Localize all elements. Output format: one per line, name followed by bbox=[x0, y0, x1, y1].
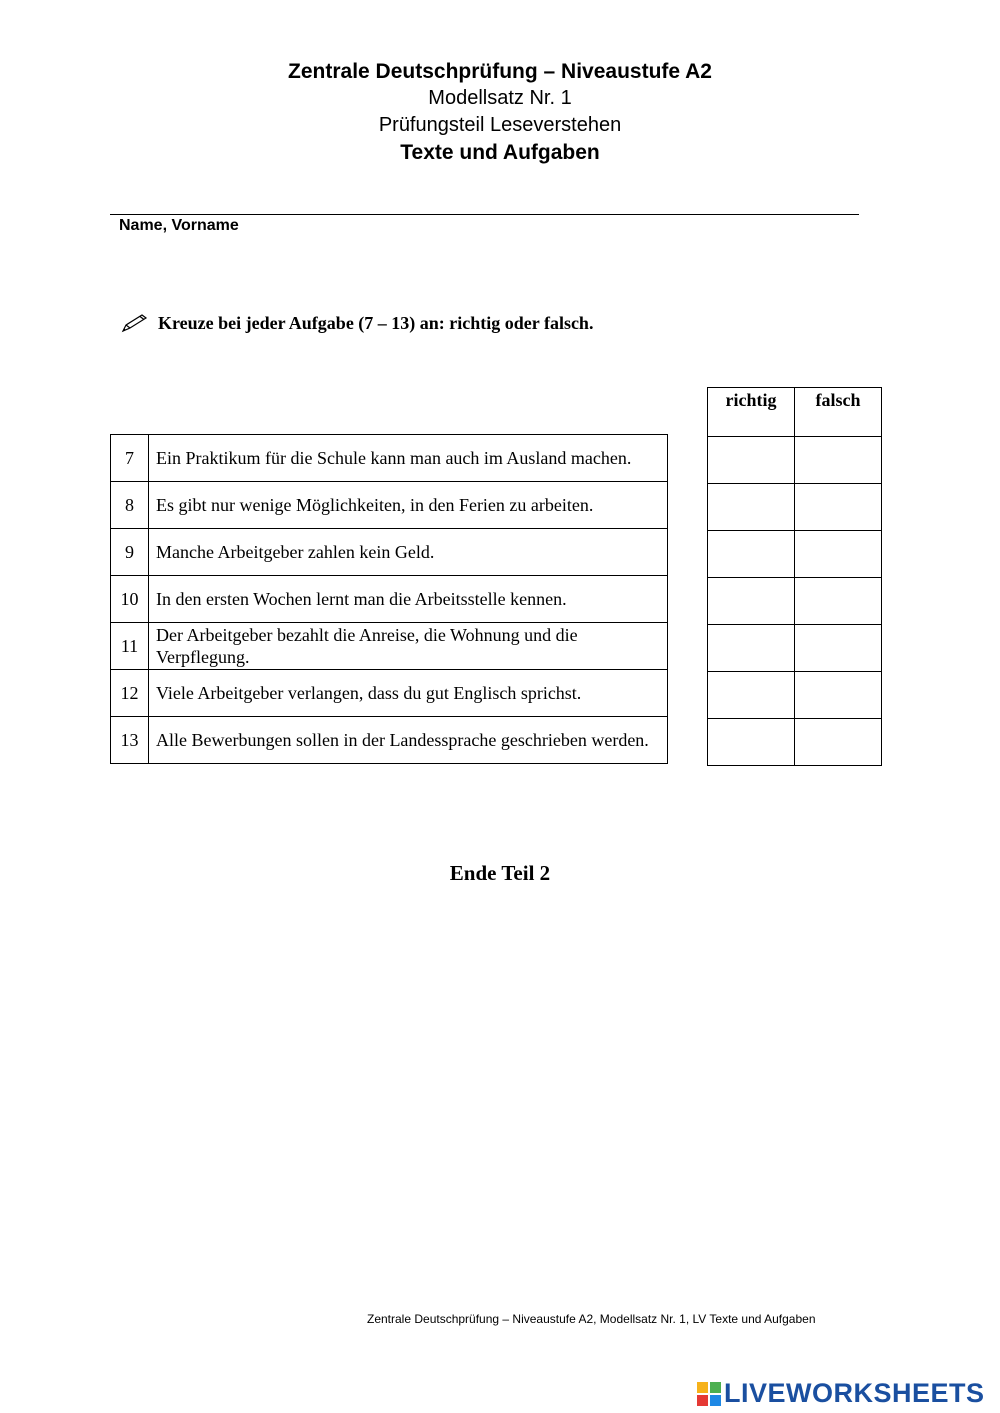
question-number: 7 bbox=[111, 435, 149, 482]
answer-box-falsch-11[interactable] bbox=[795, 625, 882, 672]
answer-row bbox=[708, 719, 882, 766]
answer-row bbox=[708, 531, 882, 578]
liveworksheets-logo-icon bbox=[697, 1382, 721, 1406]
question-number: 11 bbox=[111, 623, 149, 670]
question-row bbox=[111, 576, 668, 623]
question-row bbox=[111, 623, 668, 670]
question-text: Manche Arbeitgeber zahlen kein Geld. bbox=[149, 529, 668, 576]
question-number: 13 bbox=[111, 717, 149, 764]
answer-box-falsch-10[interactable] bbox=[795, 578, 882, 625]
answer-table bbox=[707, 387, 882, 766]
question-row bbox=[111, 717, 668, 764]
answer-row bbox=[708, 484, 882, 531]
answer-row bbox=[708, 437, 882, 484]
answer-box-richtig-11[interactable] bbox=[708, 625, 795, 672]
question-text: Viele Arbeitgeber verlangen, dass du gut Englisch sprichst. bbox=[149, 670, 668, 717]
answer-box-falsch-13[interactable] bbox=[795, 719, 882, 766]
brand-logo bbox=[697, 1378, 985, 1409]
instruction bbox=[120, 312, 593, 334]
question-row bbox=[111, 670, 668, 717]
model-set: Modellsatz Nr. 1 bbox=[428, 87, 572, 109]
question-text: Es gibt nur wenige Möglichkeiten, in den Ferien zu arbeiten. bbox=[149, 482, 668, 529]
answer-row bbox=[708, 672, 882, 719]
answer-box-falsch-9[interactable] bbox=[795, 531, 882, 578]
answer-box-falsch-7[interactable] bbox=[795, 437, 882, 484]
instruction-text: Kreuze bei jeder Aufgabe (7 – 13) an: richtig oder falsch. bbox=[158, 312, 594, 333]
page-header bbox=[0, 58, 1000, 166]
question-text: Alle Bewerbungen sollen in der Landessprache geschrieben werden. bbox=[149, 717, 668, 764]
answer-box-falsch-12[interactable] bbox=[795, 672, 882, 719]
answer-row bbox=[708, 578, 882, 625]
answer-box-richtig-7[interactable] bbox=[708, 437, 795, 484]
exam-part: Prüfungsteil Leseverstehen bbox=[378, 114, 622, 136]
answer-box-richtig-12[interactable] bbox=[708, 672, 795, 719]
questions-table bbox=[110, 434, 668, 764]
name-line bbox=[110, 214, 859, 215]
pencil-icon bbox=[120, 312, 150, 334]
answer-box-richtig-9[interactable] bbox=[708, 531, 795, 578]
column-header-falsch: falsch bbox=[795, 388, 882, 437]
question-number: 9 bbox=[111, 529, 149, 576]
question-row bbox=[111, 529, 668, 576]
question-row bbox=[111, 482, 668, 529]
question-text: In den ersten Wochen lernt man die Arbeitsstelle kennen. bbox=[149, 576, 668, 623]
question-text: Ein Praktikum für die Schule kann man auch im Ausland machen. bbox=[149, 435, 668, 482]
answer-box-richtig-13[interactable] bbox=[708, 719, 795, 766]
answer-row bbox=[708, 625, 882, 672]
question-number: 8 bbox=[111, 482, 149, 529]
question-row bbox=[111, 435, 668, 482]
answer-box-falsch-8[interactable] bbox=[795, 484, 882, 531]
exam-subtitle: Texte und Aufgaben bbox=[400, 141, 600, 164]
question-number: 12 bbox=[111, 670, 149, 717]
answer-box-richtig-8[interactable] bbox=[708, 484, 795, 531]
page-footer: Zentrale Deutschprüfung – Niveaustufe A2, Modellsatz Nr. 1, LV Texte und Aufgaben bbox=[367, 1312, 816, 1326]
brand-text: LIVEWORKSHEETS bbox=[724, 1378, 985, 1408]
name-label: Name, Vorname bbox=[119, 217, 239, 234]
question-text: Der Arbeitgeber bezahlt die Anreise, die Wohnung und die Verpflegung. bbox=[149, 623, 668, 670]
column-header-richtig: richtig bbox=[708, 388, 795, 437]
answer-box-richtig-10[interactable] bbox=[708, 578, 795, 625]
end-text: Ende Teil 2 bbox=[449, 861, 551, 885]
exam-title: Zentrale Deutschprüfung – Niveaustufe A2 bbox=[288, 60, 712, 83]
question-number: 10 bbox=[111, 576, 149, 623]
